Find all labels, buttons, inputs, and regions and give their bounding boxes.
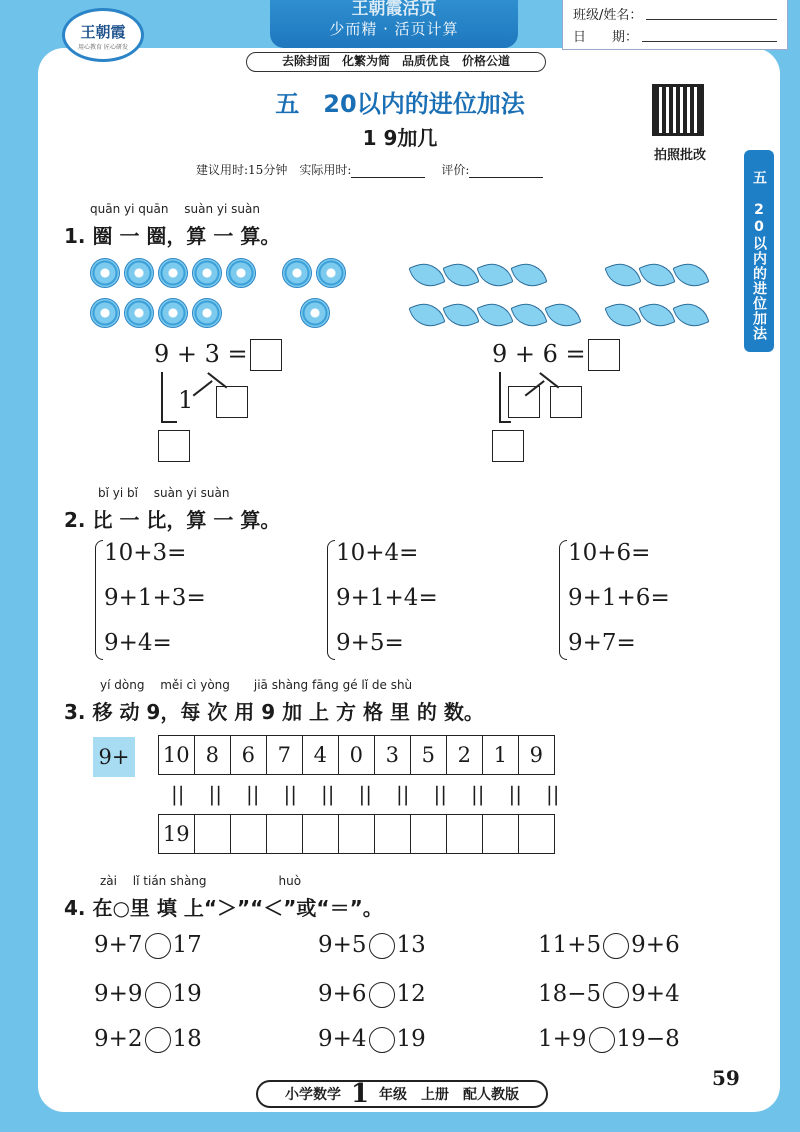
- grid-cell: 1: [482, 735, 520, 775]
- grid-cell: 8: [194, 735, 232, 775]
- answer-cell[interactable]: [410, 814, 448, 854]
- compare-left: 1+9: [538, 1026, 587, 1052]
- tagline: 去除封面 化繁为简 品质优良 价格公道: [246, 52, 546, 72]
- compare-right: 19: [172, 981, 202, 1007]
- compare-item: [94, 1026, 202, 1053]
- nine-plus-slider[interactable]: 9+: [93, 737, 135, 777]
- q1-left-part: 1: [178, 386, 194, 414]
- compare-right: 9+6: [631, 932, 680, 958]
- q3-equal-row: [159, 782, 572, 806]
- q3-bottom-row: [159, 814, 555, 854]
- footer-subject: 小学数学: [284, 1087, 341, 1103]
- group-bracket: [327, 540, 335, 660]
- flower-icon: [316, 258, 346, 288]
- split-line: [161, 421, 177, 423]
- compare-circle[interactable]: [589, 1027, 615, 1053]
- compare-left: 9+9: [94, 981, 143, 1007]
- class-name-label: 班级/姓名：: [573, 7, 643, 23]
- q2-expr: 9+5=: [336, 630, 404, 656]
- flower-icon: [90, 298, 120, 328]
- compare-circle[interactable]: [145, 1027, 171, 1053]
- q1-right-sum-box[interactable]: [492, 430, 524, 462]
- compare-right: 17: [172, 932, 202, 958]
- answer-cell[interactable]: [338, 814, 376, 854]
- equal-mark: ||: [283, 782, 297, 806]
- grid-cell: 4: [302, 735, 340, 775]
- ribbon-subtitle: 少而精 · 活页计算: [329, 20, 459, 38]
- compare-item: [318, 981, 426, 1008]
- footer-badge: [256, 1080, 548, 1108]
- q3-title: 3. 移 动 9，每 次 用 9 加 上 方 格 里 的 数。: [64, 700, 484, 724]
- time-meta: [196, 161, 616, 178]
- q1-right-expr: 9 + 6 =: [492, 340, 586, 368]
- side-tab: 五 20以内的进位加法: [744, 150, 774, 352]
- unit-title: 五 20以内的进位加法: [275, 90, 525, 118]
- answer-cell[interactable]: [518, 814, 556, 854]
- compare-right: 13: [396, 932, 426, 958]
- q2-title: 2. 比 一 比，算 一 算。: [64, 508, 281, 532]
- equal-mark: ||: [358, 782, 372, 806]
- compare-circle[interactable]: [145, 933, 171, 959]
- group-bracket: [559, 540, 567, 660]
- suggested-time: 建议用时:15分钟: [196, 163, 288, 177]
- grid-cell: 2: [446, 735, 484, 775]
- lesson-title: 1 9加几: [362, 126, 438, 150]
- equal-mark: ||: [546, 782, 560, 806]
- grid-cell: 0: [338, 735, 376, 775]
- qr-label: 拍照批改: [653, 148, 706, 163]
- q2-expr: 9+4=: [104, 630, 172, 656]
- compare-item: [318, 1026, 426, 1053]
- flower-icon: [124, 298, 154, 328]
- q2-expr: 9+1+4=: [336, 585, 438, 611]
- q2-expr: 10+4=: [336, 540, 419, 566]
- compare-right: 18: [172, 1026, 202, 1052]
- compare-right: 12: [396, 981, 426, 1007]
- grid-cell: 5: [410, 735, 448, 775]
- equal-mark: ||: [508, 782, 522, 806]
- compare-left: 18−5: [538, 981, 602, 1007]
- equal-mark: ||: [171, 782, 185, 806]
- brand-logo: [62, 8, 144, 62]
- equal-mark: ||: [433, 782, 447, 806]
- q2-expr: 9+7=: [568, 630, 636, 656]
- equal-mark: ||: [208, 782, 222, 806]
- answer-cell[interactable]: [374, 814, 412, 854]
- compare-circle[interactable]: [369, 1027, 395, 1053]
- answer-cell[interactable]: [302, 814, 340, 854]
- q1-left-expr: 9 + 3 =: [154, 340, 248, 368]
- compare-left: 9+4: [318, 1026, 367, 1052]
- flower-icon: [300, 298, 330, 328]
- flower-icon: [158, 258, 188, 288]
- flower-icon: [90, 258, 120, 288]
- grid-cell: 7: [266, 735, 304, 775]
- answer-cell[interactable]: [482, 814, 520, 854]
- q4-title: 4. 在○里 填 上“＞”“＜”或“＝”。: [64, 896, 383, 920]
- split-line: [499, 372, 501, 422]
- compare-item: [94, 981, 202, 1008]
- equal-mark: ||: [321, 782, 335, 806]
- footer-grade: 年级 上册 配人教版: [379, 1087, 520, 1103]
- q1-pinyin: quān yi quān suàn yi suàn: [90, 202, 260, 216]
- q1-left-sum-box[interactable]: [158, 430, 190, 462]
- grid-cell: 9: [518, 735, 556, 775]
- compare-circle[interactable]: [603, 933, 629, 959]
- flower-icon: [192, 298, 222, 328]
- flower-icon: [124, 258, 154, 288]
- flower-icon: [282, 258, 312, 288]
- class-name-field[interactable]: [646, 6, 777, 20]
- actual-time-label: 实际用时:: [299, 163, 352, 177]
- answer-cell[interactable]: [266, 814, 304, 854]
- q2-expr: 10+3=: [104, 540, 187, 566]
- q1-left-part-box[interactable]: [216, 386, 248, 418]
- q1-left-answer-box[interactable]: [250, 339, 282, 371]
- logo-text: 王朝霞: [80, 23, 126, 41]
- compare-left: 9+2: [94, 1026, 143, 1052]
- rating-field[interactable]: [469, 164, 543, 178]
- flower-icon: [158, 298, 188, 328]
- page-number: 59: [712, 1066, 740, 1090]
- q4-pinyin: zài lǐ tián shàng huò: [100, 874, 302, 888]
- student-info-box: [562, 0, 788, 50]
- q2-expr: 10+6=: [568, 540, 651, 566]
- compare-item: [538, 981, 680, 1008]
- split-line: [499, 421, 511, 423]
- q2-pinyin: bǐ yi bǐ suàn yi suàn: [98, 486, 230, 500]
- flower-icon: [192, 258, 222, 288]
- footer-grade-number: 1: [350, 1079, 370, 1109]
- grid-cell: 3: [374, 735, 412, 775]
- answer-cell[interactable]: [446, 814, 484, 854]
- grid-cell: 10: [158, 735, 196, 775]
- logo-subtext: 用心教育 匠心研发: [78, 44, 128, 51]
- compare-circle[interactable]: [369, 933, 395, 959]
- header-ribbon: [270, 0, 518, 48]
- q1-right-part-box[interactable]: [508, 386, 540, 418]
- q3-pinyin: yí dòng měi cì yòng jiā shàng fāng gé lǐ de shù: [100, 678, 413, 692]
- compare-circle[interactable]: [369, 982, 395, 1008]
- equal-mark: ||: [246, 782, 260, 806]
- compare-right: 9+4: [631, 981, 680, 1007]
- equal-mark: ||: [396, 782, 410, 806]
- compare-left: 9+5: [318, 932, 367, 958]
- q1-right-part-box[interactable]: [550, 386, 582, 418]
- flower-icon: [226, 258, 256, 288]
- qr-code-icon: [652, 84, 704, 136]
- q3-top-row: [159, 735, 555, 775]
- q1-title: 1. 圈 一 圈，算 一 算。: [64, 224, 281, 248]
- q2-expr: 9+1+6=: [568, 585, 670, 611]
- compare-circle[interactable]: [603, 982, 629, 1008]
- compare-item: [318, 932, 426, 959]
- split-line: [161, 372, 163, 422]
- compare-right: 19: [396, 1026, 426, 1052]
- compare-right: 19−8: [616, 1026, 680, 1052]
- answer-cell: 19: [158, 814, 196, 854]
- compare-item: [538, 932, 680, 959]
- compare-left: 11+5: [538, 932, 602, 958]
- compare-left: 9+6: [318, 981, 367, 1007]
- q1-right-answer-box[interactable]: [588, 339, 620, 371]
- date-label: 日 期：: [573, 29, 639, 45]
- actual-time-field[interactable]: [351, 164, 425, 178]
- compare-item: [538, 1026, 680, 1053]
- compare-item: [94, 932, 202, 959]
- date-field[interactable]: [642, 28, 777, 42]
- answer-cell[interactable]: [194, 814, 232, 854]
- compare-circle[interactable]: [145, 982, 171, 1008]
- compare-left: 9+7: [94, 932, 143, 958]
- ribbon-title: 王朝霞活页: [351, 0, 437, 19]
- rating-label: 评价:: [441, 163, 470, 177]
- answer-cell[interactable]: [230, 814, 268, 854]
- equal-mark: ||: [471, 782, 485, 806]
- grid-cell: 6: [230, 735, 268, 775]
- q2-expr: 9+1+3=: [104, 585, 206, 611]
- group-bracket: [95, 540, 103, 660]
